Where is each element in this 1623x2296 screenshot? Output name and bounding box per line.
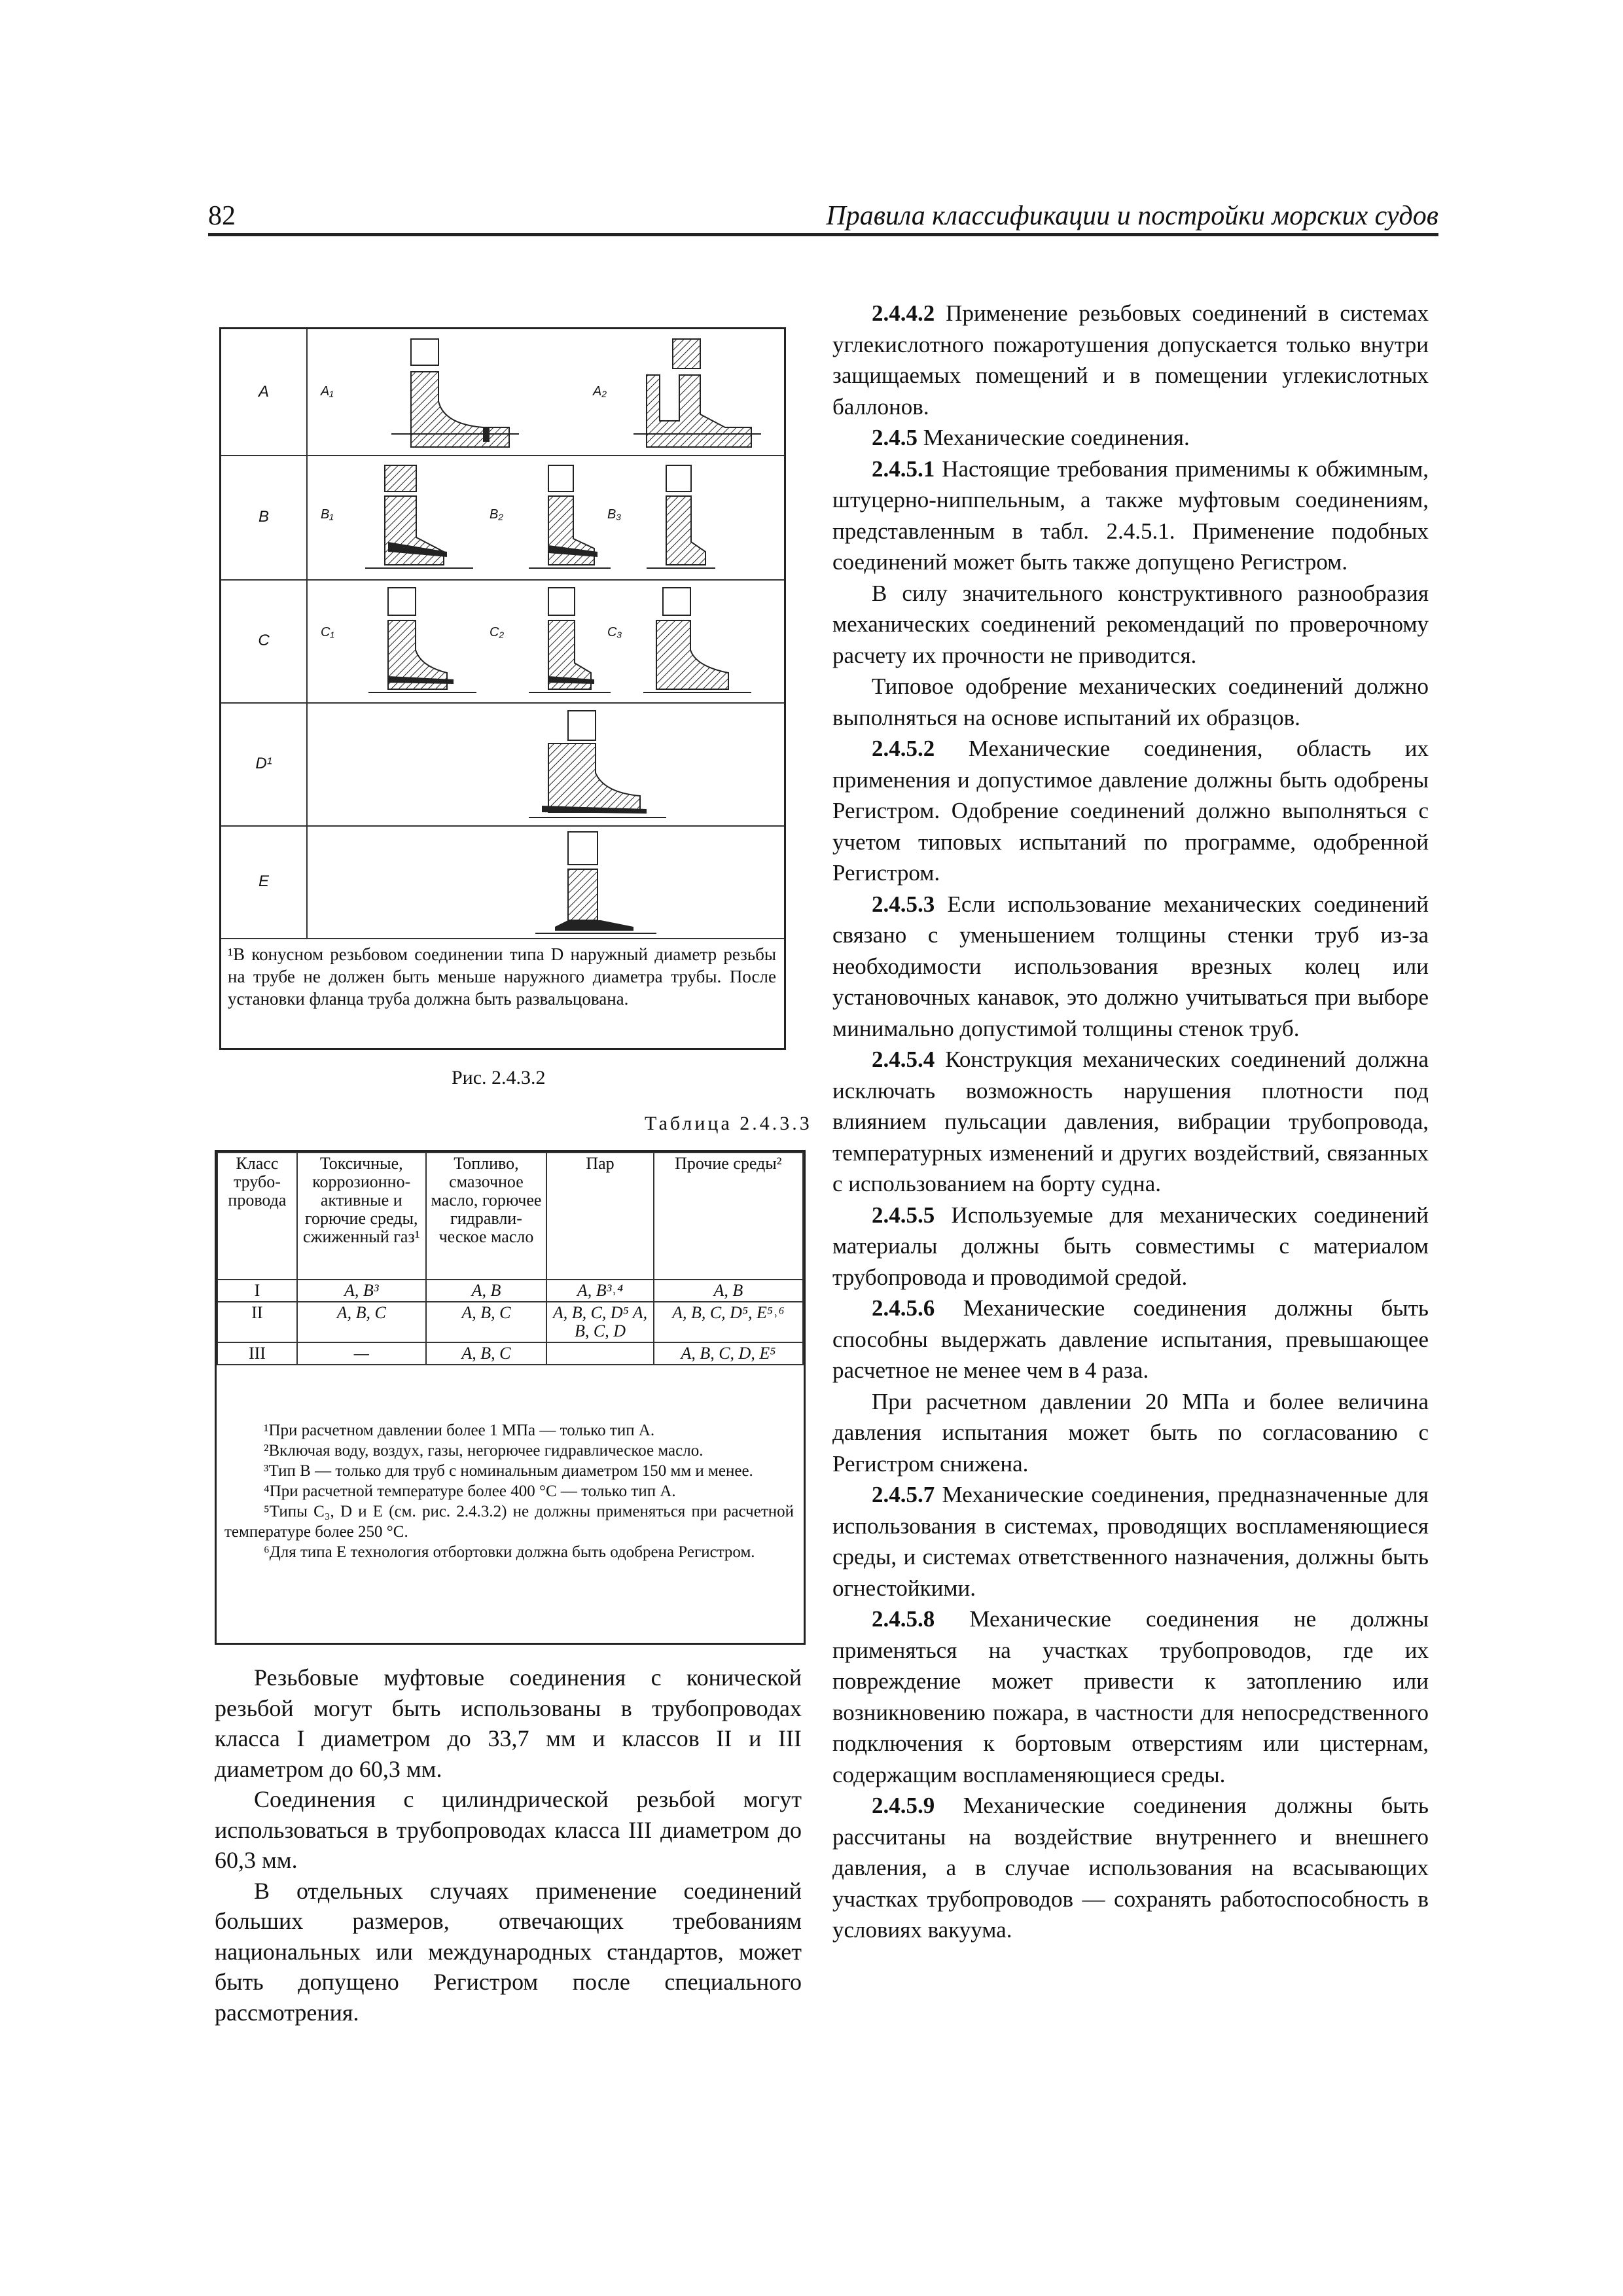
- figure-row-a: [221, 329, 784, 456]
- paragraph-text: Если использование механических соединений связано с уменьшением толщины стенки труб из-за необходимости использования врезных колец или установочных канавок, это должно учитываться при выборе минимально допустимой толщины стенок труб.: [832, 891, 1429, 1041]
- table-cell: A, B, C: [297, 1302, 426, 1342]
- page-header: [208, 200, 1438, 236]
- table-cell: A, B: [426, 1280, 547, 1302]
- section-number: 2.4.5.3: [872, 891, 935, 917]
- table-note: ⁶Для типа E технология отбортовки должна быть одобрена Регистром.: [264, 1543, 755, 1561]
- table-header-row: [217, 1153, 803, 1280]
- joint-drawing-c3: [637, 584, 755, 699]
- section-number: 2.4.5.5: [872, 1202, 935, 1228]
- paragraph: [832, 298, 1429, 422]
- pipe-class-table: [215, 1150, 806, 1645]
- figure-row-label: D¹: [221, 702, 308, 825]
- paragraph: [832, 1200, 1429, 1293]
- paragraph-text: Механические соединения, область их применения и допустимое давление должны быть одобрены Регистром. Одобрение соединений должно выполняться с учетом типовых испытаний по программе, одобренной Регистром.: [832, 736, 1429, 886]
- paragraph-text: Типовое одобрение механических соединений должно выполняться на основе испытаний их образцов.: [832, 673, 1429, 730]
- table-note: ¹При расчетном давлении более 1 МПа — только тип A.: [264, 1422, 655, 1439]
- table-caption: Таблица 2.4.3.3: [645, 1113, 812, 1134]
- table-cell: —: [297, 1342, 426, 1365]
- section-number: 2.4.5.7: [872, 1482, 935, 1507]
- figure-footnote: ¹В конусном резьбовом соединении типа D наружный диаметр резьбы на трубе не должен быть меньше наружного диаметра трубы. После установки фланца труба должна быть развальцована.: [228, 944, 776, 1009]
- figure-sub-label: C₂: [490, 625, 505, 639]
- section-number: 2.4.5: [872, 425, 918, 450]
- section-number: 2.4.5.4: [872, 1047, 935, 1072]
- table-cell: A, B, C, D⁵, E⁵˒⁶: [654, 1302, 803, 1342]
- paragraph: [832, 733, 1429, 889]
- table-row: [217, 1342, 803, 1365]
- figure-row-label: E: [221, 825, 308, 938]
- paragraph-text: Настоящие требования применимы к обжимным, штуцерно-ниппельным, а также муфтовым соединениям, представленным в табл. 2.4.5.1. Применение подобных соединений может быть также допущено Регистром.: [832, 456, 1429, 575]
- joint-drawing-d: [516, 708, 673, 822]
- paragraph: В отдельных случаях применение соединений больших размеров, отвечающих требованиям национальных или международных стандартов, может быть допущено Регистром после специального рассмотрения.: [215, 1877, 802, 2026]
- paragraph-text: Механические соединения не должны применяться на участках трубопроводов, где их повреждение может привести к затоплению или возникновению пожара, в частности для непосредственного подключения к бортовым отверстиям или цистернам, содержащим воспламеняющиеся среды.: [832, 1606, 1429, 1787]
- paragraph: Соединения с цилиндрической резьбой могут использоваться в трубопроводах класса III диаметром до 60,3 мм.: [215, 1786, 802, 1873]
- section-number: 2.4.4.2: [872, 300, 935, 326]
- joint-drawing-e: [529, 829, 660, 937]
- table-cell: A, B, C, D, E⁵: [654, 1342, 803, 1365]
- figure-row-label: C: [221, 579, 308, 702]
- paragraph-text: Механические соединения должны быть способны выдержать давление испытания, превышающее расчетное не менее чем в 4 раза.: [832, 1295, 1429, 1383]
- paragraph-text: Механические соединения.: [918, 425, 1190, 450]
- figure-sub-label: C₁: [321, 625, 334, 639]
- table-cell: A, B, C, D⁵ A, B, C, D: [546, 1302, 653, 1342]
- table-header: Токсичные, коррозионно-активные и горючие среды, сжиженный газ¹: [297, 1153, 426, 1280]
- paragraph-text: Применение резьбовых соединений в системах углекислотного пожаротушения допускается только внутри защищаемых помещений и в помещении углекислотных баллонов.: [832, 300, 1429, 420]
- paragraph: [832, 454, 1429, 578]
- joint-drawing-b1: [359, 460, 476, 575]
- paragraph-text: Механические соединения должны быть рассчитаны на воздействие внутреннего и внешнего давления, а в случае использования на всасывающих участках трубопроводов — сохранять работоспособность в условиях вакуума.: [832, 1793, 1429, 1943]
- table-cell: A, B, C: [426, 1302, 547, 1342]
- right-text-column: [832, 298, 1429, 1946]
- section-number: 2.4.5.8: [872, 1606, 935, 1632]
- figure-sub-label: B₂: [490, 507, 503, 522]
- table-note: ³Тип B — только для труб с номинальным диаметром 150 мм и менее.: [264, 1462, 753, 1480]
- running-title: Правила классификации и постройки морских судов: [826, 201, 1438, 231]
- table-cell: A, B³: [297, 1280, 426, 1302]
- joint-drawing-b2: [522, 460, 614, 575]
- paragraph-text: Механические соединения, предназначенные для использования в системах, проводящих воспламеняющиеся среды, и системах ответственного назначения, должны быть огнестойкими.: [832, 1482, 1429, 1601]
- section-number: 2.4.5.1: [872, 456, 935, 482]
- joint-drawing-c1: [362, 584, 480, 699]
- figure-caption: Рис. 2.4.3.2: [452, 1067, 546, 1088]
- figure-row-e: [221, 825, 784, 939]
- figure-row-label: A: [221, 329, 308, 455]
- figure-sub-label: B₁: [321, 507, 334, 522]
- left-text-column: [215, 1662, 802, 2028]
- table-cell: II: [217, 1302, 297, 1342]
- paragraph: [832, 1293, 1429, 1386]
- paragraph-text: При расчетном давлении 20 МПа и более величина давления испытания может быть по согласованию с Регистром снижена.: [832, 1388, 1429, 1477]
- paragraph: [832, 1386, 1429, 1480]
- paragraph: [832, 1790, 1429, 1946]
- paragraph: [832, 422, 1429, 454]
- section-number: 2.4.5.6: [872, 1295, 935, 1321]
- table-note: ⁵Типы C₃, D и E (см. рис. 2.4.3.2) не должны применяться при расчетной температуре более 250 °C.: [224, 1503, 794, 1541]
- paragraph: Резьбовые муфтовые соединения с конической резьбой могут быть использованы в трубопроводах класса I диаметром до 33,7 мм и классов II и III диаметром до 60,3 мм.: [215, 1664, 802, 1782]
- table-cell: III: [217, 1342, 297, 1365]
- table-cell: A, B, C: [426, 1342, 547, 1365]
- figure-sub-label: A₂: [593, 384, 607, 399]
- figure-row-label: B: [221, 455, 308, 579]
- table-header: Класс трубо-провода: [217, 1153, 297, 1280]
- figure-sub-label: C₃: [607, 625, 622, 639]
- table-header: Пар: [546, 1153, 653, 1280]
- joint-drawing-b3: [640, 460, 719, 575]
- page-number: 82: [208, 201, 236, 231]
- section-number: 2.4.5.9: [872, 1793, 935, 1818]
- joint-drawing-c2: [522, 584, 614, 699]
- paragraph: [832, 671, 1429, 733]
- table-cell: A, B³˒⁴: [546, 1280, 653, 1302]
- paragraph: [832, 889, 1429, 1045]
- joint-drawing-a2: [620, 336, 764, 450]
- paragraph-text: Конструкция механических соединений должна исключать возможность нарушения плотности под влиянием пульсации давления, вибрации трубопровода, температурных изменений и других воздействий, связанных с использованием на борту судна.: [832, 1047, 1429, 1196]
- table-cell: [546, 1342, 653, 1365]
- table-note: ²Включая воду, воздух, газы, негорючее гидравлическое масло.: [264, 1442, 704, 1460]
- figure-sub-label: A₁: [321, 384, 334, 399]
- paragraph: [832, 1044, 1429, 1200]
- paragraph-text: Используемые для механических соединений материалы должны быть совместимы с материалом трубопровода и проводимой средой.: [832, 1202, 1429, 1290]
- paragraph-text: В силу значительного конструктивного разнообразия механических соединений рекомендаций по проверочному расчету их прочности не приводится.: [832, 580, 1429, 668]
- figure-sub-label: B₃: [607, 507, 622, 522]
- table-notes: [224, 1420, 794, 1562]
- section-number: 2.4.5.2: [872, 736, 935, 761]
- paragraph: [832, 1604, 1429, 1790]
- table-cell: I: [217, 1280, 297, 1302]
- table-header: Топливо, смазочное масло, горючее гидравли-ческое масло: [426, 1153, 547, 1280]
- table-row: [217, 1302, 803, 1342]
- joint-drawing-a1: [385, 336, 522, 450]
- figure-row-d: [221, 702, 784, 827]
- paragraph: [832, 1479, 1429, 1604]
- table-cell: A, B: [654, 1280, 803, 1302]
- figure-row-b: [221, 455, 784, 581]
- table-note: ⁴При расчетной температуре более 400 °C — только тип A.: [264, 1482, 676, 1500]
- figure-row-c: [221, 579, 784, 704]
- figure-joint-types: [219, 327, 786, 1050]
- paragraph: [832, 578, 1429, 672]
- table-row: [217, 1280, 803, 1302]
- table-header: Прочие среды²: [654, 1153, 803, 1280]
